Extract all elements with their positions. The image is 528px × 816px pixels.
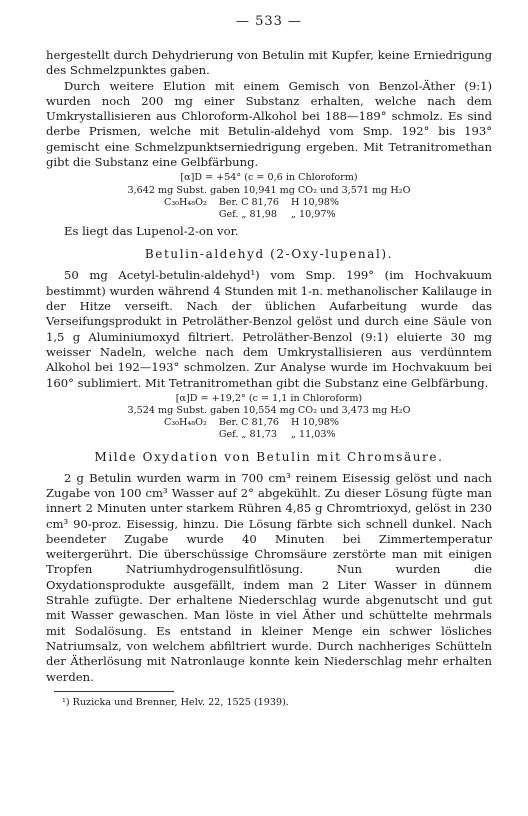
footnote-divider (54, 691, 174, 692)
page-number: — 533 — (235, 14, 303, 29)
molecular-formula-2: C₃₀H₄₈O₂ (164, 417, 207, 429)
found-c-1: Gef. „ 81,98 (218, 208, 277, 220)
page (46, 14, 492, 709)
paragraph-5: 2 g Betulin wurden warm in 700 cm³ reinem Eisessig gelöst und nach Zugabe von 100 cm³ Wasser auf 2° abgekühlt. Zu dieser Lösung fügte man innert 2 Minuten unter starkem Rühren 4,85 g Chromtrioxyd, gelöst in 230 cm³ 90-proz. Eisessig, hinzu. Die Lösung färbte sich schnell dunkel. Nach beendeter Zugabe wurde 40 Minuten bei Zimmertemperatur weitergerührt. Die überschüssige Chromsäure zerstörte man mit einigen Tropfen Natriumhydrogensulfitlösung. Nun wurden die Oxydationsprodukte ausgefällt, indem man 2 Liter Wasser in dünnem Strahle zufügte. Der erhaltene Niederschlag wurde abgenutscht und gut mit Wasser gewaschen. Man löste in viel Äther und schüttelte mehrmals mit Sodalösung. Es entstand in kleiner Menge ein schwer lösliches Natriumsalz, von welchem abfiltriert wurde. Durch nachheriges Schütteln der Ätherlösung mit Natronlauge konnte kein Niederschlag mehr erhalten werden. (46, 470, 492, 684)
optical-rotation-2: [α]D = +19,2° (c = 1,1 in Chloroform) (175, 392, 363, 404)
calculated-c-2: Ber. C 81,76 (218, 417, 280, 429)
paragraph-1: hergestellt durch Dehydrierung von Betulin mit Kupfer, keine Erniedrigung des Schmelzpunktes gaben. (46, 48, 492, 78)
footnote: ¹) Ruzicka und Brenner, Helv. 22, 1525 (1939). (62, 696, 289, 708)
analysis-block-2 (46, 393, 492, 442)
elemental-analysis-1 (164, 197, 351, 221)
found-h-1: „ 10,97% (291, 208, 336, 220)
calculated-h-1: H 10,98% (291, 196, 340, 208)
optical-rotation-1: [α]D = +54° (c = 0,6 in Chloroform) (180, 172, 358, 184)
paragraph-4: 50 mg Acetyl-betulin-aldehyd¹) vom Smp. 199° (im Hochvakuum bestimmt) wurden während 4 Stunden mit 1-n. methanolischer Kalilauge in der Hitze verseift. Nach der üblichen Aufarbeitung wurde das Verseifungsprodukt in Petroläther-Benzol gelöst und durch eine Säule von 1,5 g Aluminiumoxyd filtriert. Petroläther-Benzol (9:1) eluierte 30 mg weisser Nadeln, welche nach dem Umkrystallisieren aus verdünntem Alkohol bei 192—193° schmolzen. Zur Analyse wurde im Hochvakuum bei 160° sublimiert. Mit Tetranitromethan gibt die Substanz eine Gelbfärbung. (46, 268, 492, 390)
calculated-c-1: Ber. C 81,76 (218, 196, 280, 208)
molecular-formula-1: C₃₀H₄₈O₂ (164, 196, 207, 208)
section-heading-oxydation: Milde Oxydation von Betulin mit Chromsäure. (94, 449, 444, 464)
analysis-block-1 (46, 172, 492, 221)
combustion-analysis-1: 3,642 mg Subst. gaben 10,941 mg CO₂ und 3,571 mg H₂O (127, 184, 411, 196)
elemental-analysis-2 (164, 417, 351, 441)
combustion-analysis-2: 3,524 mg Subst. gaben 10,554 mg CO₂ und 3,473 mg H₂O (127, 405, 411, 417)
paragraph-3: Es liegt das Lupenol-2-on vor. (64, 224, 239, 239)
found-c-2: Gef. „ 81,73 (218, 429, 277, 441)
section-heading-betulin-aldehyd: Betulin-aldehyd (2-Oxy-lupenal). (144, 247, 394, 262)
paragraph-2: Durch weitere Elution mit einem Gemisch von Benzol-Äther (9:1) wurden noch 200 mg einer Substanz erhalten, welche nach dem Umkrystallisieren aus Chloroform-Alkohol bei 188—189° schmolz. Es sind derbe Prismen, welche mit Betulin-aldehyd vom Smp. 192° bis 193° gemischt eine Schmelzpunktserniedrigung ergeben. Mit Tetranitromethan gibt die Substanz eine Gelbfärbung. (46, 78, 492, 170)
calculated-h-2: H 10,98% (291, 417, 340, 429)
found-h-2: „ 11,03% (291, 429, 336, 441)
